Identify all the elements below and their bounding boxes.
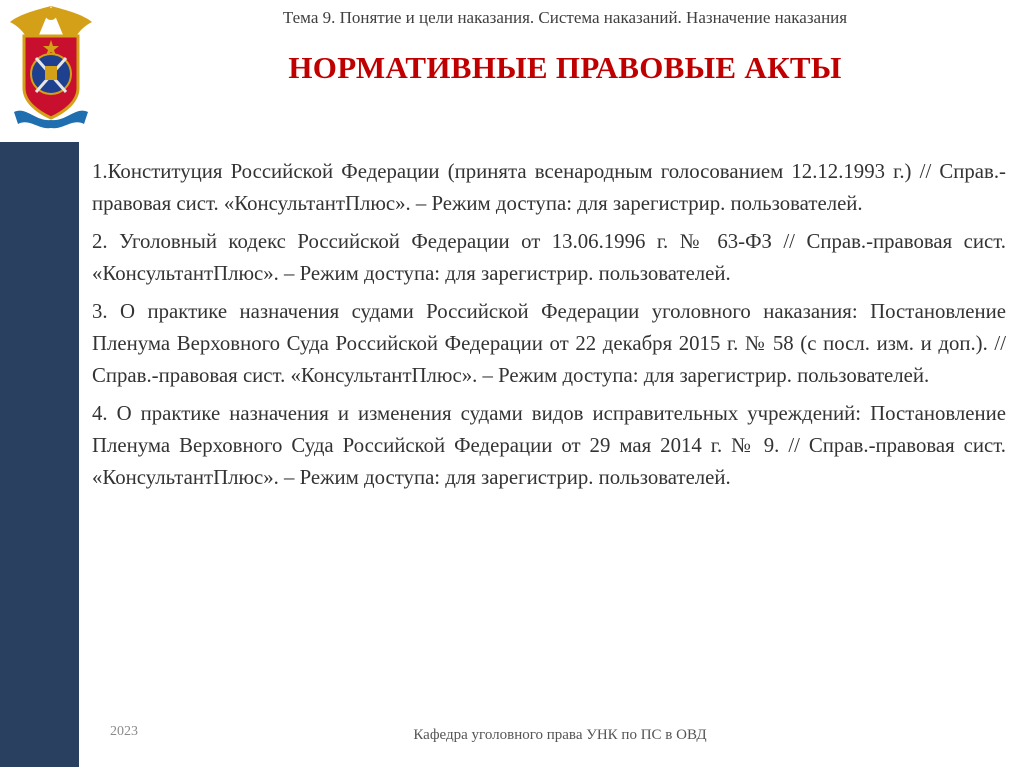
- legal-acts-list: [92, 156, 1006, 500]
- list-item: 1.Конституция Российской Федерации (принята всенародным голосованием 12.12.1993 г.) // Справ.-правовая сист. «КонсультантПлюс». – Режим доступа: для зарегистрир. пользователей.: [92, 160, 1006, 215]
- emblem-logo: [6, 2, 96, 130]
- emblem-icon: [6, 2, 96, 130]
- footer-department: Кафедра уголовного права УНК по ПС в ОВД: [413, 727, 707, 743]
- list-item: 4. О практике назначения и изменения судами видов исправительных учреждений: Постановление Пленума Верховного Суда Российской Федерации от 29 мая 2014 г. № 9. // Справ.-правовая сист. «КонсультантПлюс». – Режим доступа: для зарегистрир. пользователей.: [92, 402, 1006, 489]
- list-item: 3. О практике назначения судами Российской Федерации уголовного наказания: Постановление Пленума Верховного Суда Российской Федерации от 22 декабря 2015 г. № 58 (с посл. изм. и доп.). // Справ.-правовая сист. «КонсультантПлюс». – Режим доступа: для зарегистрир. пользователей.: [92, 300, 1006, 387]
- side-bar: [0, 142, 79, 767]
- footer-year: 2023: [110, 724, 138, 739]
- list-item: 2. Уголовный кодекс Российской Федерации от 13.06.1996 г. № 63-ФЗ // Справ.-правовая сист. «КонсультантПлюс». – Режим доступа: для зарегистрир. пользователей.: [92, 230, 1006, 285]
- topic-header: Тема 9. Понятие и цели наказания. Система наказаний. Назначение наказания: [282, 8, 848, 27]
- slide-title: НОРМАТИВНЫЕ ПРАВОВЫЕ АКТЫ: [288, 50, 842, 85]
